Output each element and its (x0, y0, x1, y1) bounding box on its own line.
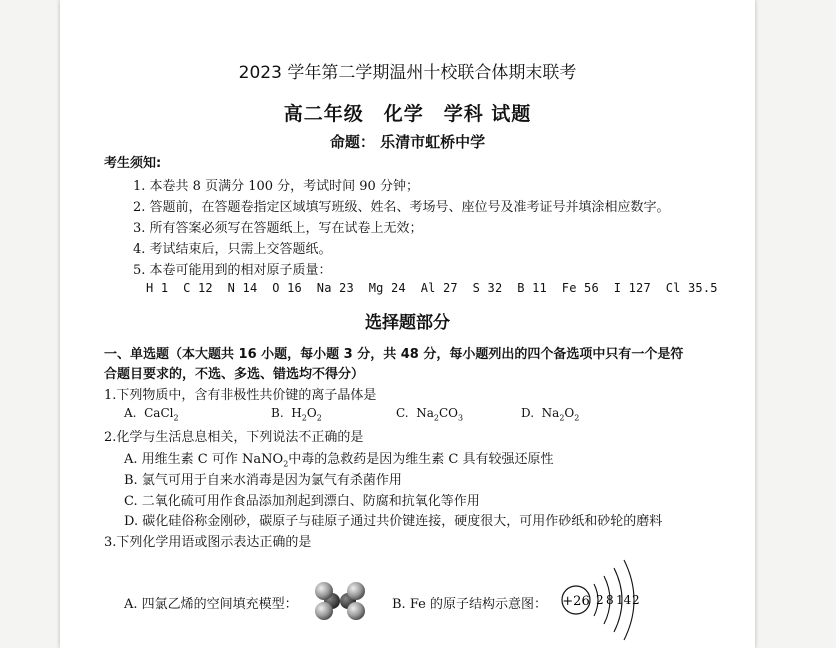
q2-option-d: D. 碳化硅俗称金刚砂，碳原子与硅原子通过共价键连接，硬度很大，可用作砂纸和砂轮的磨料 (124, 514, 663, 529)
q1-option-c: C. $Na_2CO_3$ (396, 406, 464, 423)
section-title: 选择题部分 (365, 313, 450, 333)
fe-atomic-structure-diagram (554, 556, 646, 644)
exam-subtitle: 高二年级 化学 学科 试题 (283, 103, 532, 125)
q3-option-b: B. Fe 的原子结构示意图： (392, 597, 547, 612)
tetrachloroethylene-space-filling-model (312, 581, 368, 621)
atomic-masses: H 1 C 12 N 14 O 16 Na 23 Mg 24 Al 27 S 32 B 11 Fe 56 I 127 Cl 35.5 (146, 281, 718, 295)
question-stem: 1.下列物质中，含有非极性共价键的离子晶体是 (104, 388, 377, 403)
notice-item: 2. 答题前，在答题卷指定区域填写班级、姓名、考场号、座位号及准考证号并填涂相应数字。 (133, 200, 670, 215)
q2-option-a: A. 用维生素 C 可作 NaNO$_2$中毒的急救药是因为维生素 C 具有较强还原性 (124, 452, 554, 469)
exam-author: 命题： 乐清市虹桥中学 (329, 133, 486, 151)
q1-option-d: D. $Na_2O_2$ (521, 406, 580, 423)
section-instructions: 合题目要求的，不选、多选、错选均不得分） (104, 367, 365, 382)
notice-item: 1. 本卷共 8 页满分 100 分，考试时间 90 分钟； (133, 179, 419, 194)
q2-option-b: B. 氯气可用于自来水消毒是因为氯气有杀菌作用 (124, 473, 402, 488)
notice-item: 3. 所有答案必须写在答题纸上，写在试卷上无效； (133, 221, 423, 236)
notice-item: 5. 本卷可能用到的相对原子质量： (133, 263, 332, 278)
exam-title: 2023 学年第二学期温州十校联合体期末联考 (238, 63, 577, 83)
q1-option-b: B. $H_2O_2$ (271, 406, 322, 423)
notice-heading: 考生须知: (104, 156, 162, 171)
shell-electrons: 2 (632, 593, 640, 607)
section-instructions: 一、单选题（本大题共 16 小题，每小题 3 分，共 48 分，每小题列出的四个备选项中只有一个是符 (104, 347, 684, 362)
q1-option-a: A. CaCl$_2$ (124, 406, 179, 423)
q2-option-c: C. 二氧化硫可用作食品添加剂起到漂白、防腐和抗氧化等作用 (124, 494, 480, 509)
question-stem: 2.化学与生活息息相关，下列说法不正确的是 (104, 430, 364, 445)
shell-electrons: 2 (596, 593, 604, 607)
question-stem: 3.下列化学用语或图示表达正确的是 (104, 535, 312, 550)
exam-page (60, 0, 755, 648)
nucleus-charge: +26 (562, 594, 590, 609)
notice-item: 4. 考试结束后，只需上交答题纸。 (133, 242, 332, 257)
q3-option-a: A. 四氯乙烯的空间填充模型： (124, 597, 298, 612)
shell-electrons: 14 (616, 593, 632, 607)
shell-electrons: 8 (606, 593, 614, 607)
